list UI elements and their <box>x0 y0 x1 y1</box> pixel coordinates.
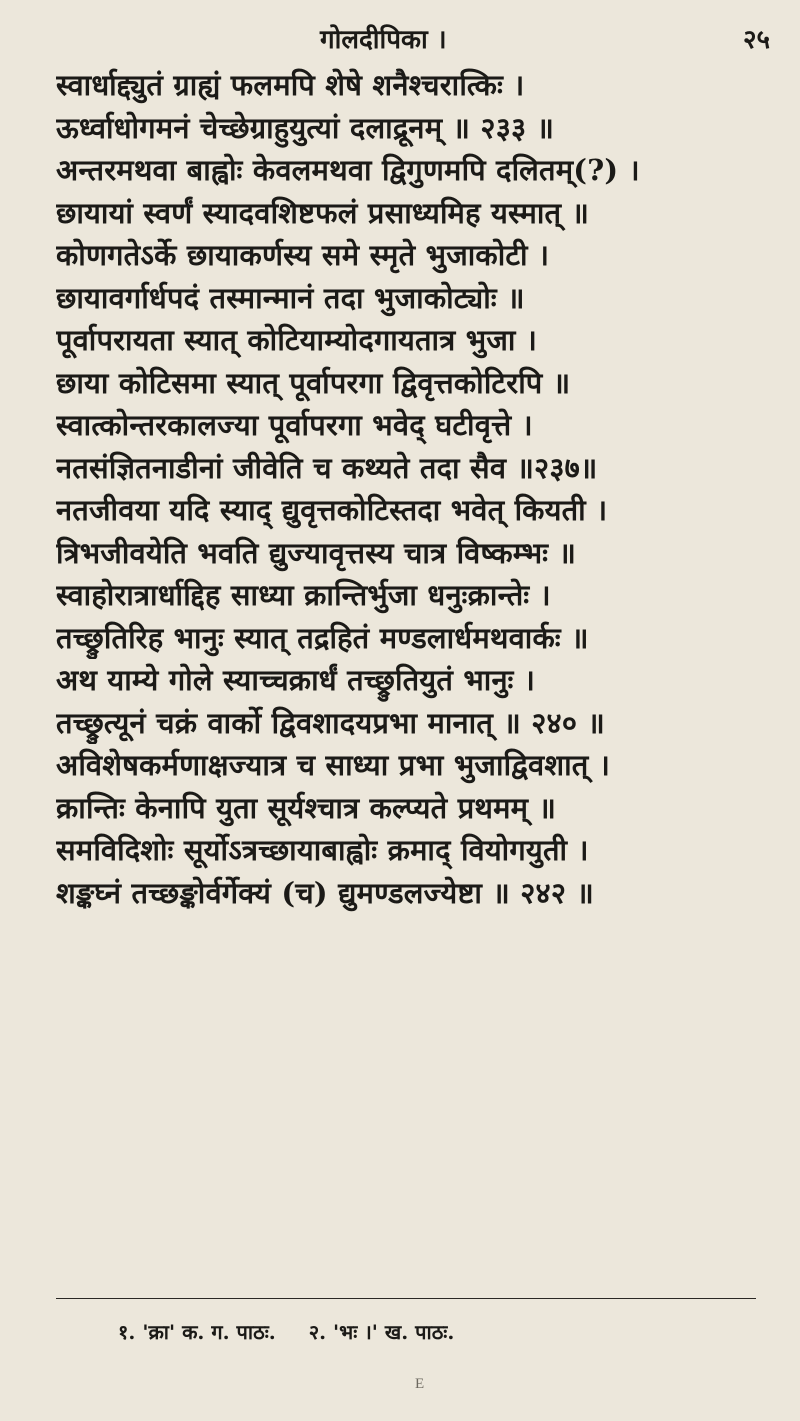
verse-line: स्वाहोरात्रार्धाद्दिह साध्या क्रान्तिर्भुजा धनुःक्रान्तेः । <box>56 578 551 612</box>
verse-line: ऊर्ध्वाधोगमनं चेच्छेग्राहुयुत्यां दलाद्रूनम् ॥ २३३ ॥ <box>56 110 555 145</box>
verse-line: अन्तरमथवा बाह्वोः केवलमथवा द्विगुणमपि दलितम्(?) । <box>56 153 640 187</box>
footnote-2: २. 'भः ।' ख. पाठः. <box>308 1320 455 1344</box>
verse-line: स्वात्कोन्तरकालज्या पूर्वापरगा भवेद् घटीवृत्ते । <box>56 408 533 442</box>
footnote-divider <box>56 1298 756 1299</box>
running-title: गोलदीपिका । <box>320 25 447 55</box>
page-number: २५ <box>742 25 770 55</box>
verse-line: शङ्कघ्नं तच्छङ्कोर्वर्गेक्यं (च) द्युमण्डलज्येष्टा ॥ २४२ ॥ <box>56 875 594 910</box>
verse-line: स्वार्धाद्द्युतं ग्राह्यं फलमपि शेषे शनैश्चरात्किः । <box>56 68 525 102</box>
verse-line: पूर्वापरायता स्यात् कोटियाम्योदगायतात्र भुजा । <box>56 323 538 357</box>
footnote-1: १. 'क्रा' क. ग. पाठः. <box>118 1320 276 1344</box>
verse-line: क्रान्तिः केनापि युता सूर्यश्चात्र कल्प्यते प्रथमम् ॥ <box>56 790 557 825</box>
footnotes <box>118 1318 480 1345</box>
verse-line: तच्छ्रुतिरिह भानुः स्यात् तद्रहितं मण्डलार्धमथवार्कः ॥ <box>56 620 589 655</box>
verse-line: नतसंज्ञितनाडीनां जीवेति च कथ्यते तदा सैव ॥२३७॥ <box>56 450 598 485</box>
verse-line: अथ याम्ये गोले स्याच्चक्रार्धं तच्छ्रुतियुतं भानुः । <box>56 663 536 697</box>
verse-line: कोणगतेऽर्के छायाकर्णस्य समे स्मृते भुजाकोटी । <box>56 238 550 272</box>
verse-line: अविशेषकर्मणाक्षज्यात्र च साध्या प्रभा भुजाद्विवशात् । <box>56 748 611 782</box>
verse-line: छायायां स्वर्णं स्यादवशिष्टफलं प्रसाध्यमिह यस्मात् ॥ <box>56 195 590 230</box>
verse-line: नतजीवया यदि स्याद् द्युवृत्तकोटिस्तदा भवेत् कियती । <box>56 493 608 527</box>
page-header <box>0 14 800 60</box>
verse-line: समविदिशोः सूर्योऽत्रच्छायाबाह्वोः क्रमाद् वियोगयुती । <box>56 833 589 867</box>
verse-line: त्रिभजीवयेति भवति द्युज्यावृत्तस्य चात्र विष्कम्भः ॥ <box>56 535 577 570</box>
signature-mark: E <box>415 1376 425 1392</box>
verse-block <box>56 64 756 914</box>
verse-line: छायावर्गार्धपदं तस्मान्मानं तदा भुजाकोट्योः ॥ <box>56 280 525 315</box>
verse-line: तच्छ्रुत्यूनं चक्रं वार्को द्विवशादयप्रभा मानात् ॥ २४० ॥ <box>56 705 605 740</box>
verse-line: छाया कोटिसमा स्यात् पूर्वापरगा द्विवृत्तकोटिरपि ॥ <box>56 365 571 400</box>
